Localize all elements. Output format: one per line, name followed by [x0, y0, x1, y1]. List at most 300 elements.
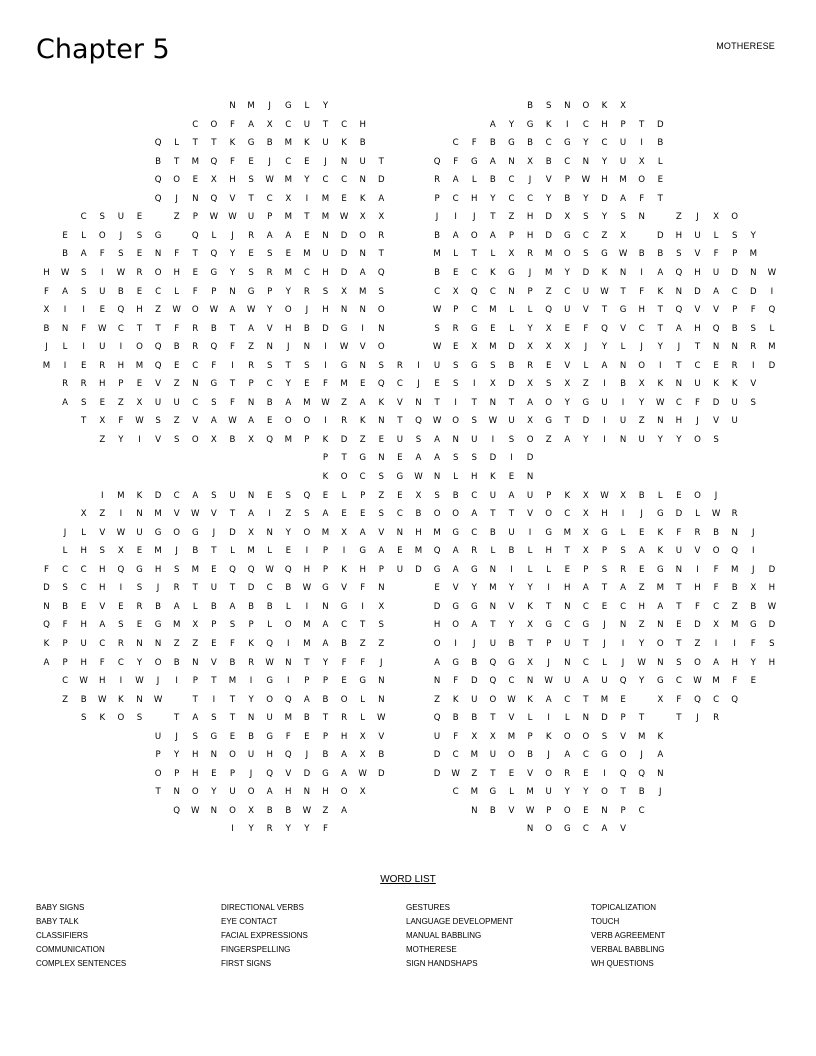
- grid-letter: X: [192, 620, 199, 631]
- grid-letter: W: [488, 416, 498, 427]
- word-list-item: GESTURES: [406, 903, 451, 912]
- grid-letter: C: [192, 397, 199, 408]
- grid-letter: R: [173, 583, 180, 594]
- grid-letter: L: [620, 527, 626, 538]
- grid-letter: V: [341, 583, 348, 594]
- grid-letter: V: [378, 731, 385, 742]
- grid-letter: K: [136, 490, 143, 501]
- grid-letter: U: [322, 138, 329, 149]
- grid-letter: F: [118, 416, 124, 427]
- grid-letter: B: [322, 750, 329, 761]
- grid-letter: D: [303, 768, 311, 779]
- grid-letter: J: [752, 527, 755, 538]
- grid-letter: G: [563, 230, 571, 241]
- grid-letter: W: [135, 416, 144, 427]
- grid-letter: J: [547, 750, 550, 761]
- grid-letter: T: [471, 397, 477, 408]
- grid-letter: L: [304, 101, 310, 111]
- grid-letter: S: [378, 620, 385, 631]
- grid-letter: E: [248, 249, 254, 260]
- word-list-item: VERB AGREEMENT: [591, 931, 666, 940]
- grid-letter: Q: [154, 360, 162, 371]
- grid-letter: J: [640, 342, 643, 353]
- grid-letter: S: [452, 360, 459, 371]
- grid-letter: C: [192, 119, 199, 130]
- grid-letter: T: [360, 620, 366, 631]
- grid-letter: H: [601, 509, 608, 520]
- grid-letter: B: [489, 175, 496, 186]
- grid-letter: I: [231, 360, 234, 371]
- grid-letter: I: [659, 360, 662, 371]
- grid-letter: Q: [229, 564, 236, 575]
- grid-letter: N: [340, 156, 348, 167]
- grid-letter: W: [321, 397, 330, 408]
- grid-letter: I: [417, 360, 420, 371]
- grid-letter: G: [154, 230, 162, 241]
- grid-letter: W: [98, 694, 107, 705]
- grid-letter: W: [60, 267, 70, 278]
- grid-letter: W: [265, 657, 274, 668]
- grid-letter: I: [119, 676, 123, 687]
- grid-letter: R: [99, 360, 106, 371]
- grid-letter: F: [230, 156, 235, 167]
- grid-letter: T: [490, 713, 496, 724]
- grid-letter: A: [341, 805, 348, 816]
- grid-letter: N: [712, 342, 720, 353]
- grid-letter: J: [659, 787, 662, 798]
- grid-letter: R: [136, 267, 143, 278]
- grid-letter: A: [489, 230, 496, 241]
- grid-letter: X: [248, 527, 255, 538]
- grid-letter: H: [731, 657, 738, 668]
- grid-letter: Y: [304, 175, 310, 186]
- grid-letter: W: [414, 472, 423, 482]
- grid-letter: N: [564, 657, 571, 668]
- grid-letter: I: [566, 119, 569, 130]
- grid-letter: X: [80, 509, 87, 520]
- grid-letter: L: [267, 620, 273, 631]
- grid-letter: G: [656, 676, 664, 687]
- grid-letter: R: [248, 230, 255, 241]
- grid-letter: F: [230, 397, 235, 408]
- grid-letter: Z: [694, 638, 701, 649]
- grid-letter: X: [527, 379, 534, 390]
- grid-letter: D: [601, 713, 608, 724]
- grid-letter: M: [321, 193, 330, 204]
- grid-letter: C: [508, 175, 515, 186]
- grid-letter: L: [490, 546, 496, 557]
- grid-letter: P: [211, 286, 217, 297]
- grid-letter: U: [564, 638, 571, 649]
- grid-letter: F: [81, 323, 87, 334]
- grid-letter: C: [266, 583, 273, 594]
- grid-letter: S: [99, 546, 106, 557]
- grid-letter: Z: [638, 416, 645, 427]
- grid-letter: G: [396, 472, 404, 482]
- grid-letter: W: [525, 805, 535, 816]
- grid-letter: S: [173, 564, 180, 575]
- grid-letter: X: [210, 434, 217, 445]
- grid-letter: E: [322, 490, 329, 501]
- grid-letter: I: [454, 638, 457, 649]
- grid-letter: B: [415, 509, 422, 520]
- grid-letter: E: [136, 249, 143, 260]
- grid-letter: T: [397, 416, 403, 427]
- grid-letter: T: [639, 119, 645, 130]
- grid-letter: L: [657, 490, 663, 501]
- grid-letter: T: [304, 657, 310, 668]
- grid-letter: Q: [731, 694, 739, 705]
- grid-letter: O: [694, 490, 701, 501]
- grid-letter: X: [378, 601, 385, 612]
- grid-letter: Y: [583, 138, 589, 149]
- grid-letter: X: [527, 620, 534, 631]
- grid-letter: U: [619, 138, 627, 149]
- grid-letter: U: [99, 286, 106, 297]
- grid-letter: C: [582, 119, 589, 130]
- grid-letter: S: [229, 620, 236, 631]
- grid-letter: V: [694, 249, 701, 260]
- grid-letter: O: [508, 750, 515, 761]
- grid-letter: A: [582, 676, 589, 687]
- grid-letter: Y: [657, 342, 663, 353]
- grid-letter: I: [101, 490, 104, 501]
- grid-letter: G: [489, 787, 497, 798]
- grid-letter: A: [713, 657, 720, 668]
- grid-letter: I: [287, 638, 290, 649]
- grid-letter: V: [694, 546, 701, 557]
- grid-letter: C: [155, 286, 162, 297]
- grid-letter: X: [266, 119, 273, 130]
- grid-letter: N: [564, 601, 571, 612]
- grid-letter: I: [454, 212, 457, 223]
- grid-letter: B: [489, 138, 496, 149]
- grid-letter: G: [322, 583, 329, 594]
- grid-letter: I: [305, 193, 309, 204]
- grid-letter: C: [285, 156, 292, 167]
- grid-letter: U: [619, 156, 627, 167]
- grid-letter: M: [414, 546, 423, 557]
- grid-letter: I: [603, 379, 606, 390]
- grid-letter: S: [322, 286, 329, 297]
- grid-letter: J: [621, 657, 625, 668]
- grid-letter: B: [248, 601, 255, 612]
- grid-letter: O: [303, 416, 311, 427]
- grid-letter: Y: [174, 750, 180, 761]
- grid-letter: C: [471, 490, 478, 501]
- grid-letter: D: [154, 490, 162, 501]
- grid-letter: J: [268, 101, 271, 111]
- grid-letter: G: [359, 453, 367, 464]
- grid-letter: D: [712, 397, 720, 408]
- grid-letter: I: [547, 583, 550, 594]
- grid-letter: D: [340, 434, 348, 445]
- grid-letter: J: [603, 638, 606, 649]
- grid-letter: I: [696, 564, 699, 575]
- grid-letter: R: [117, 638, 124, 649]
- grid-letter: F: [453, 731, 459, 742]
- grid-letter: D: [433, 768, 441, 779]
- grid-letter: Y: [601, 156, 608, 167]
- grid-letter: A: [415, 453, 422, 464]
- grid-letter: G: [601, 750, 608, 761]
- grid-letter: O: [191, 787, 199, 798]
- grid-letter: L: [62, 546, 68, 557]
- grid-letter: C: [713, 694, 720, 705]
- grid-letter: N: [173, 787, 180, 798]
- grid-letter: F: [341, 657, 347, 668]
- grid-letter: H: [192, 768, 199, 779]
- grid-letter: H: [303, 564, 311, 575]
- grid-letter: T: [174, 713, 180, 724]
- grid-letter: D: [694, 286, 701, 297]
- grid-letter: U: [433, 360, 441, 371]
- grid-letter: B: [210, 601, 217, 612]
- grid-letter: X: [620, 490, 627, 501]
- grid-letter: E: [99, 305, 106, 316]
- grid-letter: T: [490, 212, 496, 223]
- grid-letter: W: [135, 676, 144, 687]
- grid-letter: R: [266, 824, 273, 835]
- grid-letter: M: [284, 138, 292, 149]
- grid-letter: B: [489, 805, 496, 816]
- grid-letter: M: [154, 546, 162, 557]
- grid-letter: U: [99, 342, 106, 353]
- grid-letter: G: [210, 267, 218, 278]
- grid-letter: P: [620, 119, 626, 130]
- grid-letter: H: [192, 750, 199, 761]
- grid-letter: W: [600, 286, 609, 297]
- grid-letter: D: [508, 342, 515, 353]
- grid-letter: Q: [266, 434, 274, 445]
- grid-letter: D: [229, 527, 236, 538]
- grid-letter: N: [508, 156, 515, 167]
- grid-letter: B: [434, 267, 441, 278]
- grid-letter: O: [340, 472, 348, 482]
- grid-letter: N: [247, 490, 255, 501]
- grid-letter: E: [80, 601, 87, 612]
- grid-letter: Q: [154, 138, 162, 149]
- word-list-item: COMMUNICATION: [36, 945, 105, 954]
- grid-letter: I: [231, 824, 234, 835]
- grid-letter: B: [341, 638, 348, 649]
- grid-letter: E: [266, 490, 273, 501]
- grid-letter: E: [638, 527, 645, 538]
- grid-letter: A: [452, 546, 459, 557]
- grid-letter: O: [582, 731, 590, 742]
- grid-letter: S: [80, 267, 87, 278]
- grid-letter: D: [43, 583, 50, 594]
- grid-letter: J: [640, 750, 643, 761]
- grid-letter: C: [489, 286, 496, 297]
- grid-letter: X: [285, 193, 292, 204]
- grid-letter: V: [378, 527, 385, 538]
- grid-letter: Y: [136, 657, 143, 668]
- grid-letter: P: [620, 805, 626, 816]
- grid-letter: Q: [712, 323, 720, 334]
- grid-letter: Z: [582, 379, 589, 390]
- grid-letter: X: [99, 416, 106, 427]
- grid-letter: F: [676, 694, 682, 705]
- grid-letter: Y: [508, 119, 515, 130]
- grid-letter: D: [656, 119, 664, 130]
- grid-letter: H: [526, 212, 534, 223]
- grid-letter: T: [527, 638, 533, 649]
- grid-letter: I: [733, 638, 736, 649]
- grid-letter: I: [82, 305, 85, 316]
- grid-letter: N: [154, 249, 162, 260]
- grid-letter: B: [489, 527, 496, 538]
- grid-letter: X: [657, 694, 664, 705]
- grid-letter: A: [378, 546, 385, 557]
- grid-letter: Q: [601, 323, 608, 334]
- grid-letter: I: [342, 546, 346, 557]
- grid-letter: G: [247, 286, 255, 297]
- grid-letter: L: [471, 175, 477, 186]
- grid-letter: G: [470, 601, 478, 612]
- grid-letter: D: [656, 230, 664, 241]
- grid-letter: Y: [322, 657, 329, 668]
- grid-letter: H: [117, 360, 125, 371]
- grid-letter: A: [638, 546, 645, 557]
- grid-letter: S: [99, 212, 106, 223]
- grid-letter: U: [154, 397, 162, 408]
- grid-letter: S: [211, 713, 217, 724]
- word-list-column: [591, 901, 776, 971]
- grid-letter: M: [284, 434, 292, 445]
- grid-letter: C: [452, 138, 459, 149]
- grid-letter: W: [79, 676, 88, 687]
- grid-letter: E: [490, 323, 496, 334]
- word-list-item: BABY SIGNS: [36, 903, 85, 912]
- grid-letter: N: [508, 286, 515, 297]
- grid-letter: Q: [433, 546, 441, 557]
- grid-letter: K: [359, 416, 366, 427]
- grid-letter: G: [508, 657, 515, 668]
- grid-letter: N: [675, 564, 683, 575]
- grid-letter: Q: [284, 564, 292, 575]
- grid-letter: I: [138, 434, 141, 445]
- grid-letter: E: [676, 490, 682, 501]
- grid-letter: P: [62, 638, 68, 649]
- grid-letter: F: [230, 638, 235, 649]
- grid-letter: C: [192, 360, 199, 371]
- grid-letter: R: [266, 267, 273, 278]
- grid-letter: M: [544, 249, 553, 260]
- grid-letter: W: [377, 713, 386, 724]
- grid-letter: P: [453, 305, 459, 316]
- grid-letter: K: [452, 694, 459, 705]
- grid-letter: G: [322, 768, 329, 779]
- grid-letter: U: [619, 416, 627, 427]
- grid-letter: A: [713, 286, 720, 297]
- grid-letter: Y: [583, 193, 589, 204]
- grid-letter: Q: [377, 267, 385, 278]
- grid-letter: O: [303, 527, 311, 538]
- grid-letter: D: [694, 620, 701, 631]
- grid-letter: U: [731, 397, 738, 408]
- grid-letter: Q: [43, 620, 50, 631]
- grid-letter: J: [175, 731, 178, 742]
- word-list: [36, 901, 776, 971]
- grid-letter: E: [192, 175, 199, 186]
- grid-letter: M: [191, 156, 199, 167]
- grid-letter: N: [657, 657, 664, 668]
- grid-letter: T: [583, 638, 589, 649]
- grid-letter: J: [473, 212, 476, 223]
- grid-letter: B: [266, 138, 273, 149]
- grid-letter: Y: [750, 230, 756, 241]
- grid-letter: S: [266, 360, 273, 371]
- grid-letter: P: [508, 230, 515, 241]
- grid-letter: S: [266, 249, 273, 260]
- grid-letter: V: [582, 305, 589, 316]
- grid-letter: T: [657, 193, 663, 204]
- grid-letter: M: [154, 509, 162, 520]
- grid-letter: C: [545, 138, 552, 149]
- grid-letter: N: [359, 249, 366, 260]
- grid-letter: I: [510, 453, 513, 464]
- grid-letter: O: [545, 397, 553, 408]
- grid-letter: N: [210, 750, 218, 761]
- grid-letter: O: [470, 230, 478, 241]
- grid-letter: B: [508, 638, 515, 649]
- grid-letter: A: [601, 824, 608, 835]
- grid-letter: M: [544, 267, 553, 278]
- grid-letter: P: [378, 564, 384, 575]
- grid-letter: F: [713, 564, 719, 575]
- grid-letter: F: [323, 824, 328, 835]
- grid-letter: R: [731, 360, 738, 371]
- grid-letter: N: [378, 583, 385, 594]
- grid-letter: B: [155, 601, 162, 612]
- grid-letter: O: [563, 249, 571, 260]
- grid-letter: E: [359, 509, 366, 520]
- grid-letter: A: [322, 620, 329, 631]
- grid-letter: W: [693, 676, 702, 687]
- grid-letter: H: [80, 546, 87, 557]
- grid-letter: Z: [638, 583, 645, 594]
- grid-letter: R: [248, 657, 255, 668]
- grid-letter: D: [768, 564, 776, 575]
- grid-letter: G: [154, 620, 162, 631]
- grid-letter: L: [527, 564, 533, 575]
- grid-letter: J: [305, 305, 309, 316]
- grid-letter: S: [211, 490, 217, 501]
- grid-letter: I: [752, 546, 755, 557]
- grid-letter: I: [324, 342, 327, 353]
- grid-letter: N: [378, 453, 385, 464]
- grid-letter: C: [452, 193, 459, 204]
- grid-letter: Q: [173, 805, 181, 816]
- grid-letter: T: [192, 583, 198, 594]
- grid-letter: U: [489, 750, 497, 761]
- grid-letter: B: [545, 156, 552, 167]
- grid-letter: H: [359, 564, 366, 575]
- grid-letter: Y: [750, 657, 756, 668]
- word-list-item: BABY TALK: [36, 917, 79, 926]
- grid-letter: G: [452, 657, 460, 668]
- grid-letter: N: [229, 101, 236, 111]
- grid-letter: J: [175, 546, 178, 557]
- grid-letter: J: [714, 490, 718, 501]
- grid-letter: Y: [248, 824, 254, 835]
- grid-letter: H: [601, 175, 608, 186]
- grid-letter: Z: [248, 342, 255, 353]
- grid-letter: U: [582, 286, 590, 297]
- grid-letter: U: [731, 416, 738, 427]
- grid-letter: X: [564, 212, 571, 223]
